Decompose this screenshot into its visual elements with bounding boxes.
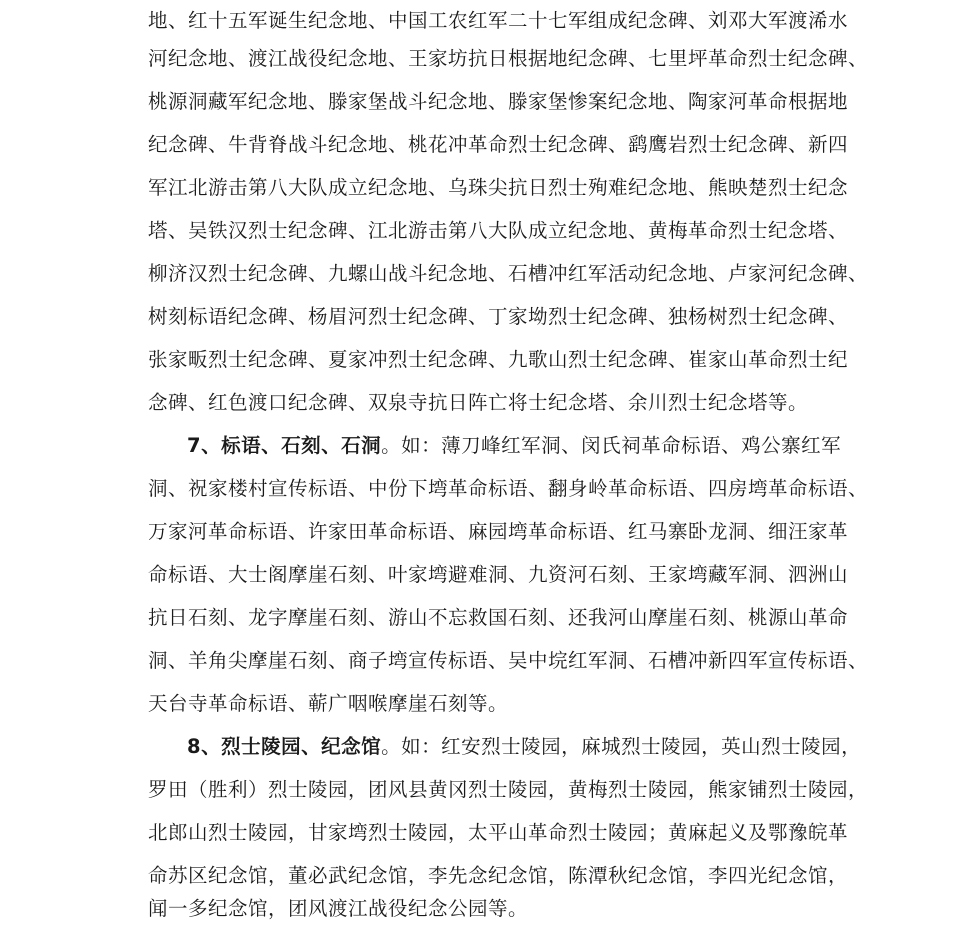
body-line: 洞、羊角尖摩崖石刻、商子塆宣传标语、吴中垸红军洞、石槽冲新四军宣传标语、: [148, 649, 869, 672]
body-line: 万家河革命标语、许家田革命标语、麻园塆革命标语、红马寨卧龙洞、细汪家革: [148, 520, 849, 543]
section-7-intro: 。如：薄刀峰红军洞、闵氏祠革命标语、鸡公寨红军: [381, 434, 842, 457]
section-8-heading: 8、烈士陵园、纪念馆: [187, 735, 382, 758]
body-line: 桃源洞藏军纪念地、滕家堡战斗纪念地、滕家堡惨案纪念地、陶家河革命根据地: [148, 90, 849, 113]
section-8-first-line: [187, 726, 861, 768]
section-7-first-line: [187, 425, 841, 467]
body-line: 闻一多纪念馆，团风渡江战役纪念公园等。: [148, 897, 529, 920]
body-line: 河纪念地、渡江战役纪念地、王家坊抗日根据地纪念碑、七里坪革命烈士纪念碑、: [148, 47, 869, 70]
body-line: 塔、吴铁汉烈士纪念碑、江北游击第八大队成立纪念地、黄梅革命烈士纪念塔、: [148, 219, 849, 242]
body-line: 罗田（胜利）烈士陵园，团风县黄冈烈士陵园，黄梅烈士陵园，熊家铺烈士陵园，: [148, 778, 869, 801]
body-line: 纪念碑、牛背脊战斗纪念地、桃花冲革命烈士纪念碑、鹞鹰岩烈士纪念碑、新四: [148, 133, 849, 156]
body-line: 地、红十五军诞生纪念地、中国工农红军二十七军组成纪念碑、刘邓大军渡浠水: [148, 9, 849, 32]
body-line: 念碑、红色渡口纪念碑、双泉寺抗日阵亡将士纪念塔、余川烈士纪念塔等。: [148, 391, 809, 414]
body-line: 洞、祝家楼村宣传标语、中份下塆革命标语、翻身岭革命标语、四房塆革命标语、: [148, 477, 869, 500]
section-7-heading: 7、标语、石刻、石洞: [187, 434, 382, 457]
section-8-intro: 。如：红安烈士陵园，麻城烈士陵园，英山烈士陵园，: [381, 735, 862, 758]
body-line: 树刻标语纪念碑、杨眉河烈士纪念碑、丁家坳烈士纪念碑、独杨树烈士纪念碑、: [148, 305, 849, 328]
body-line: 柳济汉烈士纪念碑、九螺山战斗纪念地、石槽冲红军活动纪念地、卢家河纪念碑、: [148, 262, 869, 285]
body-line: 天台寺革命标语、蕲广咽喉摩崖石刻等。: [148, 692, 509, 715]
body-line: 抗日石刻、龙字摩崖石刻、游山不忘救国石刻、还我河山摩崖石刻、桃源山革命: [148, 606, 849, 629]
body-line: 命标语、大士阁摩崖石刻、叶家塆避难洞、九资河石刻、王家塆藏军洞、泗洲山: [148, 563, 849, 586]
body-line: 张家畈烈士纪念碑、夏家冲烈士纪念碑、九歌山烈士纪念碑、崔家山革命烈士纪: [148, 348, 849, 371]
body-line: 北郎山烈士陵园，甘家塆烈士陵园，太平山革命烈士陵园；黄麻起义及鄂豫皖革: [148, 821, 849, 844]
body-line: 命苏区纪念馆，董必武纪念馆，李先念纪念馆，陈潭秋纪念馆，李四光纪念馆，: [148, 864, 849, 887]
body-line: 军江北游击第八大队成立纪念地、乌珠尖抗日烈士殉难纪念地、熊映楚烈士纪念: [148, 176, 849, 199]
